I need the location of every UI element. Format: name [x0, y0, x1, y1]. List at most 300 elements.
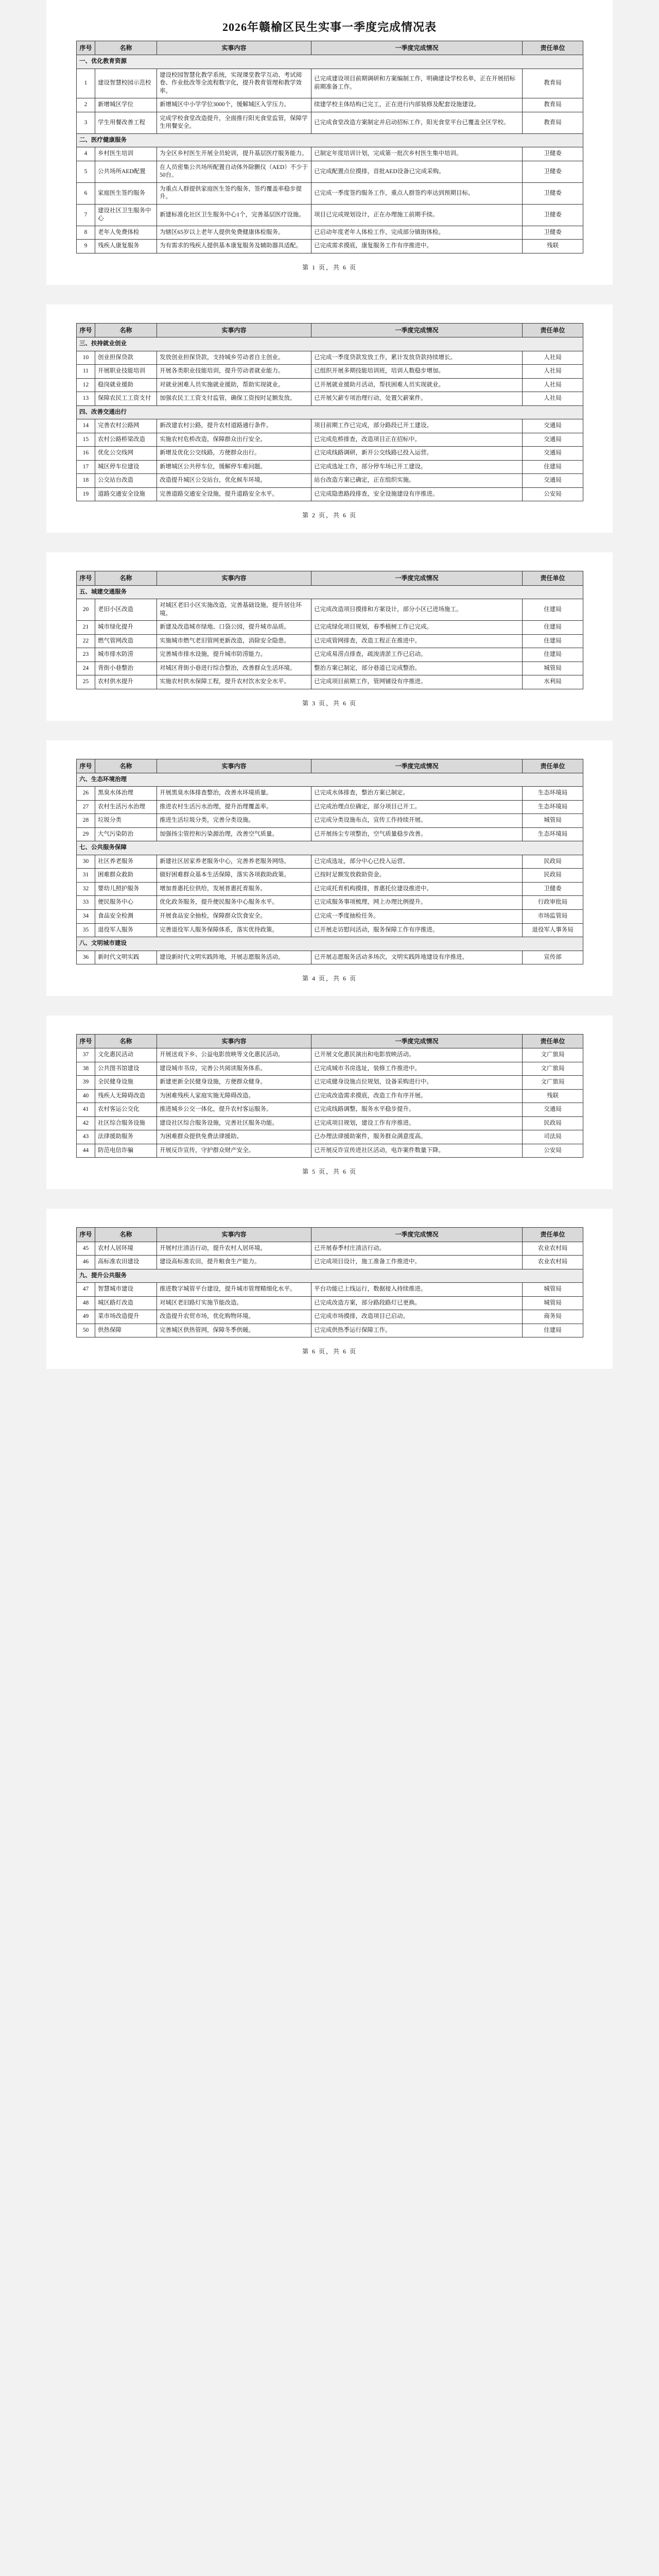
item-content: 开展黑臭水体排查整治，改善水环境质量。: [157, 787, 311, 801]
table-row: [77, 800, 583, 814]
item-progress: 已完成项目规划，建设工作有序推进。: [311, 1116, 523, 1130]
responsible-unit: 卫健委: [523, 882, 583, 896]
progress-table: [76, 759, 583, 964]
table-row: [77, 1324, 583, 1337]
item-content: 新增城区中小学学位3000个，缓解城区入学压力。: [157, 98, 311, 112]
item-name: 社区养老服务: [95, 855, 157, 869]
responsible-unit: 住建局: [523, 634, 583, 648]
item-progress: 已制定年度培训计划，完成第一批次乡村医生集中培训。: [311, 147, 523, 161]
page-footer: 第 2 页，共 6 页: [302, 512, 357, 519]
responsible-unit: 卫健委: [523, 226, 583, 240]
table-row: [77, 1089, 583, 1103]
table-header-row: [77, 571, 583, 585]
responsible-unit: 宣传部: [523, 951, 583, 964]
row-number: 10: [77, 351, 95, 365]
table-row: [77, 378, 583, 392]
responsible-unit: 文广旅局: [523, 1062, 583, 1076]
item-name: 垃圾分类: [95, 814, 157, 828]
section-heading: 一、优化教育资源: [77, 55, 583, 69]
table-row: [77, 112, 583, 133]
column-header: 名称: [95, 571, 157, 585]
item-content: 建设校园智慧化教学系统，实现课堂教学互动、考试阅卷、作业批改等全流程数字化，提升教育管理和教学效率。: [157, 69, 311, 98]
document-title: 2026年赣榆区民生实事一季度完成情况表: [222, 21, 437, 33]
item-content: 实施城市燃气老旧管网更新改造，消除安全隐患。: [157, 634, 311, 648]
row-number: 47: [77, 1283, 95, 1297]
row-number: 49: [77, 1310, 95, 1324]
responsible-unit: 交通局: [523, 447, 583, 461]
table-row: [77, 433, 583, 447]
table-row: [77, 1103, 583, 1117]
column-header: 责任单位: [523, 1035, 583, 1048]
table-row: [77, 204, 583, 226]
section-row: [77, 1269, 583, 1283]
row-number: 16: [77, 447, 95, 461]
column-header: 实事内容: [157, 323, 311, 337]
column-header: 序号: [77, 759, 95, 773]
item-name: 全民健身设施: [95, 1076, 157, 1090]
item-progress: 已完成服务事项梳理，网上办理比例提升。: [311, 896, 523, 910]
row-number: 34: [77, 909, 95, 923]
row-number: 23: [77, 648, 95, 662]
item-name: 农村人居环境: [95, 1242, 157, 1256]
item-content: 为有需求的残疾人提供基本康复服务及辅助器具适配。: [157, 240, 311, 253]
item-content: 新建标准化社区卫生服务中心1个，完善基层医疗设施。: [157, 204, 311, 226]
row-number: 38: [77, 1062, 95, 1076]
column-header: 责任单位: [523, 41, 583, 55]
item-content: 开展食品安全抽检，保障群众饮食安全。: [157, 909, 311, 923]
item-name: 老年人免费体检: [95, 226, 157, 240]
item-progress: 已完成改造需求摸底，改造工作有序开展。: [311, 1089, 523, 1103]
table-row: [77, 1256, 583, 1269]
responsible-unit: 卫健委: [523, 147, 583, 161]
responsible-unit: 民政局: [523, 1116, 583, 1130]
table-row: [77, 240, 583, 253]
page-footer: 第 1 页，共 6 页: [302, 263, 357, 271]
progress-table: [76, 323, 583, 501]
row-number: 18: [77, 474, 95, 488]
responsible-unit: 住建局: [523, 1324, 583, 1337]
responsible-unit: 教育局: [523, 112, 583, 133]
item-progress: 整治方案已制定，部分巷道已完成整治。: [311, 662, 523, 675]
item-name: 食品安全检测: [95, 909, 157, 923]
row-number: 5: [77, 161, 95, 182]
item-content: 完善退役军人服务保障体系，落实优待政策。: [157, 923, 311, 937]
page-footer: 第 4 页，共 6 页: [302, 975, 357, 982]
page-footer: 第 3 页，共 6 页: [302, 699, 357, 707]
responsible-unit: 行政审批局: [523, 896, 583, 910]
item-progress: 已完成托育机构摸排，普惠托位建设推进中。: [311, 882, 523, 896]
item-name: 开展职业技能培训: [95, 365, 157, 379]
item-progress: 已完成线路调研，新开公交线路已投入运营。: [311, 447, 523, 461]
item-progress: 已完成食堂改造方案制定并启动招标工作，阳光食堂平台已覆盖全区学校。: [311, 112, 523, 133]
row-number: 19: [77, 487, 95, 501]
item-name: 公共场所AED配置: [95, 161, 157, 182]
item-progress: 已办理法律援助案件，服务群众满意度高。: [311, 1130, 523, 1144]
item-content: 对城区老旧路灯实施节能改造。: [157, 1296, 311, 1310]
section-row: [77, 55, 583, 69]
table-row: [77, 1116, 583, 1130]
item-name: 乡村医生培训: [95, 147, 157, 161]
column-header: 名称: [95, 1035, 157, 1048]
responsible-unit: 司法局: [523, 1130, 583, 1144]
column-header: 序号: [77, 1228, 95, 1242]
column-header: 名称: [95, 759, 157, 773]
responsible-unit: 民政局: [523, 869, 583, 883]
item-name: 公交站台改造: [95, 474, 157, 488]
responsible-unit: 住建局: [523, 621, 583, 635]
item-progress: 已启动年度老年人体检工作，完成部分镇街体检。: [311, 226, 523, 240]
item-content: 推进农村生活污水治理，提升治理覆盖率。: [157, 800, 311, 814]
item-name: 便民服务中心: [95, 896, 157, 910]
row-number: 24: [77, 662, 95, 675]
table-row: [77, 226, 583, 240]
table-row: [77, 447, 583, 461]
table-row: [77, 365, 583, 379]
item-progress: 已完成分类设施布点，宣传工作持续开展。: [311, 814, 523, 828]
column-header: 序号: [77, 323, 95, 337]
page-footer: 第 6 页，共 6 页: [302, 1348, 357, 1355]
row-number: 46: [77, 1256, 95, 1269]
item-name: 农村供水提升: [95, 675, 157, 689]
item-content: 开展各类职业技能培训，提升劳动者就业能力。: [157, 365, 311, 379]
table-row: [77, 351, 583, 365]
item-progress: 已开展扬尘专项整治，空气质量稳步改善。: [311, 827, 523, 841]
item-content: 完善城市排水设施，提升城市防涝能力。: [157, 648, 311, 662]
table-row: [77, 814, 583, 828]
table-row: [77, 634, 583, 648]
table-row: [77, 1242, 583, 1256]
row-number: 21: [77, 621, 95, 635]
item-progress: 已完成一季度贷款发放工作，累计发放贷款持续增长。: [311, 351, 523, 365]
responsible-unit: 教育局: [523, 69, 583, 98]
column-header: 一季度完成情况: [311, 41, 523, 55]
row-number: 28: [77, 814, 95, 828]
row-number: 11: [77, 365, 95, 379]
responsible-unit: 残联: [523, 240, 583, 253]
item-content: 建设城市书房，完善公共阅读服务体系。: [157, 1062, 311, 1076]
item-name: 城市绿化提升: [95, 621, 157, 635]
responsible-unit: 生态环境局: [523, 787, 583, 801]
section-row: [77, 937, 583, 951]
section-heading: 八、文明城市建设: [77, 937, 583, 951]
item-progress: 已完成管网排查，改造工程正在推进中。: [311, 634, 523, 648]
responsible-unit: 公安局: [523, 487, 583, 501]
item-content: 加强农民工工资支付监管，确保工资按时足额发放。: [157, 392, 311, 406]
column-header: 一季度完成情况: [311, 759, 523, 773]
responsible-unit: 住建局: [523, 599, 583, 621]
row-number: 9: [77, 240, 95, 253]
item-progress: 已完成易涝点排查，疏浚清淤工作已启动。: [311, 648, 523, 662]
table-row: [77, 182, 583, 204]
item-content: 新建更新全民健身设施，方便群众健身。: [157, 1076, 311, 1090]
row-number: 6: [77, 182, 95, 204]
item-name: 退役军人服务: [95, 923, 157, 937]
row-number: 31: [77, 869, 95, 883]
responsible-unit: 残联: [523, 1089, 583, 1103]
item-name: 黑臭水体治理: [95, 787, 157, 801]
item-progress: 已完成供热季运行保障工作。: [311, 1324, 523, 1337]
item-name: 完善农村公路网: [95, 419, 157, 433]
item-content: 建设社区综合服务设施，完善社区服务功能。: [157, 1116, 311, 1130]
item-name: 菜市场改造提升: [95, 1310, 157, 1324]
responsible-unit: 商务局: [523, 1310, 583, 1324]
row-number: 22: [77, 634, 95, 648]
document-page: [46, 1015, 613, 1189]
item-name: 文化惠民活动: [95, 1048, 157, 1062]
item-name: 建设社区卫生服务中心: [95, 204, 157, 226]
table-row: [77, 923, 583, 937]
table-row: [77, 1076, 583, 1090]
item-content: 对城区老旧小区实施改造，完善基础设施，提升居住环境。: [157, 599, 311, 621]
column-header: 实事内容: [157, 759, 311, 773]
item-name: 婴幼儿照护服务: [95, 882, 157, 896]
table-row: [77, 69, 583, 98]
item-progress: 已开展欠薪专项治理行动，处置欠薪案件。: [311, 392, 523, 406]
section-row: [77, 773, 583, 787]
item-progress: 站台改造方案已确定，正在组织实施。: [311, 474, 523, 488]
item-content: 为全区乡村医生开展全员轮训，提升基层医疗服务能力。: [157, 147, 311, 161]
section-heading: 四、改善交通出行: [77, 405, 583, 419]
item-content: 完善城区供热管网，保障冬季供暖。: [157, 1324, 311, 1337]
item-content: 开展反诈宣传，守护群众财产安全。: [157, 1144, 311, 1158]
table-row: [77, 1048, 583, 1062]
table-header-row: [77, 41, 583, 55]
item-content: 新增及优化公交线路，方便群众出行。: [157, 447, 311, 461]
item-content: 新改建农村公路，提升农村道路通行条件。: [157, 419, 311, 433]
table-row: [77, 1310, 583, 1324]
responsible-unit: 交通局: [523, 419, 583, 433]
item-progress: 已开展春季村庄清洁行动。: [311, 1242, 523, 1256]
responsible-unit: 住建局: [523, 648, 583, 662]
responsible-unit: 城管局: [523, 1296, 583, 1310]
item-name: 农村生活污水治理: [95, 800, 157, 814]
item-name: 高标准农田建设: [95, 1256, 157, 1269]
column-header: 名称: [95, 41, 157, 55]
item-content: 增加普惠托位供给，发展普惠托育服务。: [157, 882, 311, 896]
item-progress: 已完成选址，部分中心已投入运营。: [311, 855, 523, 869]
item-name: 公共图书馆建设: [95, 1062, 157, 1076]
column-header: 实事内容: [157, 1035, 311, 1048]
responsible-unit: 人社局: [523, 351, 583, 365]
row-number: 15: [77, 433, 95, 447]
responsible-unit: 农业农村局: [523, 1256, 583, 1269]
item-progress: 平台功能已上线运行，数据接入持续推进。: [311, 1283, 523, 1297]
document-page: [46, 0, 613, 285]
row-number: 45: [77, 1242, 95, 1256]
item-progress: 已完成市场摸排，改造项目已启动。: [311, 1310, 523, 1324]
table-header-row: [77, 1228, 583, 1242]
table-row: [77, 621, 583, 635]
responsible-unit: 农业农村局: [523, 1242, 583, 1256]
table-row: [77, 787, 583, 801]
item-name: 城区停车位建设: [95, 460, 157, 474]
item-progress: 已开展志愿服务活动多场次，文明实践阵地建设有序推进。: [311, 951, 523, 964]
responsible-unit: 人社局: [523, 365, 583, 379]
item-name: 城市排水防涝: [95, 648, 157, 662]
item-content: 推进数字城管平台建设，提升城市管理精细化水平。: [157, 1283, 311, 1297]
column-header: 名称: [95, 1228, 157, 1242]
column-header: 实事内容: [157, 571, 311, 585]
item-progress: 已完成线路调整，服务水平稳步提升。: [311, 1103, 523, 1117]
item-content: 为重点人群提供家庭医生签约服务，签约覆盖率稳步提升。: [157, 182, 311, 204]
item-content: 新建社区居家养老服务中心，完善养老服务网络。: [157, 855, 311, 869]
row-number: 44: [77, 1144, 95, 1158]
row-number: 29: [77, 827, 95, 841]
item-progress: 已完成改造方案，部分路段路灯已更换。: [311, 1296, 523, 1310]
item-progress: 已完成项目前期工作，管网铺设有序推进。: [311, 675, 523, 689]
page-footer: 第 5 页，共 6 页: [302, 1168, 357, 1176]
item-content: 做好困难群众基本生活保障，落实各项救助政策。: [157, 869, 311, 883]
section-row: [77, 133, 583, 147]
responsible-unit: 生态环境局: [523, 827, 583, 841]
item-name: 大气污染防治: [95, 827, 157, 841]
row-number: 14: [77, 419, 95, 433]
document-page: [46, 1209, 613, 1369]
responsible-unit: 交通局: [523, 474, 583, 488]
row-number: 48: [77, 1296, 95, 1310]
responsible-unit: 城管局: [523, 662, 583, 675]
table-row: [77, 827, 583, 841]
responsible-unit: 文广旅局: [523, 1076, 583, 1090]
item-content: 对就业困难人员实施就业援助，帮助实现就业。: [157, 378, 311, 392]
item-content: 实施农村供水保障工程，提升农村饮水安全水平。: [157, 675, 311, 689]
responsible-unit: 教育局: [523, 98, 583, 112]
item-progress: 已组织开展多期技能培训班，培训人数稳步增加。: [311, 365, 523, 379]
table-row: [77, 161, 583, 182]
item-progress: 已完成健身设施点位规划，设备采购进行中。: [311, 1076, 523, 1090]
item-content: 推进生活垃圾分类，完善分类设施。: [157, 814, 311, 828]
table-row: [77, 896, 583, 910]
section-heading: 三、扶持就业创业: [77, 337, 583, 351]
item-progress: 已开展反诈宣传进社区活动，电诈案件数量下降。: [311, 1144, 523, 1158]
item-content: 加强扬尘管控和污染源治理，改善空气质量。: [157, 827, 311, 841]
column-header: 序号: [77, 571, 95, 585]
section-heading: 九、提升公共服务: [77, 1269, 583, 1283]
row-number: 35: [77, 923, 95, 937]
row-number: 50: [77, 1324, 95, 1337]
item-content: 优化政务服务，提升便民服务中心服务水平。: [157, 896, 311, 910]
item-progress: 已完成建设项目前期调研和方案编制工作，明确建设学校名单，正在开展招标前期准备工作。: [311, 69, 523, 98]
item-name: 家庭医生签约服务: [95, 182, 157, 204]
section-heading: 五、城建交通服务: [77, 585, 583, 599]
item-content: 改造提升城区公交站台，优化候车环境。: [157, 474, 311, 488]
item-progress: 已完成配置点位摸排，首批AED设备已完成采购。: [311, 161, 523, 182]
row-number: 7: [77, 204, 95, 226]
column-header: 责任单位: [523, 323, 583, 337]
item-content: 推进城乡公交一体化，提升农村客运服务。: [157, 1103, 311, 1117]
responsible-unit: 文广旅局: [523, 1048, 583, 1062]
item-name: 农村公路桥梁改造: [95, 433, 157, 447]
item-progress: 已完成隐患路段排查，安全设施建设有序推进。: [311, 487, 523, 501]
section-row: [77, 841, 583, 855]
responsible-unit: 卫健委: [523, 204, 583, 226]
responsible-unit: 公安局: [523, 1144, 583, 1158]
item-progress: 已完成改造项目摸排和方案设计，部分小区已进场施工。: [311, 599, 523, 621]
item-progress: 已完成项目设计，施工准备工作推进中。: [311, 1256, 523, 1269]
item-content: 建设高标准农田，提升粮食生产能力。: [157, 1256, 311, 1269]
column-header: 序号: [77, 1035, 95, 1048]
item-progress: 已完成需求摸底，康复服务工作有序推进中。: [311, 240, 523, 253]
section-row: [77, 337, 583, 351]
item-progress: 项目前期工作已完成，部分路段已开工建设。: [311, 419, 523, 433]
item-name: 新时代文明实践: [95, 951, 157, 964]
item-progress: 已完成一季度签约服务工作，重点人群签约率达到预期目标。: [311, 182, 523, 204]
row-number: 30: [77, 855, 95, 869]
table-header-row: [77, 759, 583, 773]
row-number: 20: [77, 599, 95, 621]
item-name: 保障农民工工资支付: [95, 392, 157, 406]
table-row: [77, 855, 583, 869]
row-number: 40: [77, 1089, 95, 1103]
table-row: [77, 909, 583, 923]
table-row: [77, 675, 583, 689]
item-name: 燃气管网改造: [95, 634, 157, 648]
item-name: 城区路灯改造: [95, 1296, 157, 1310]
responsible-unit: 退役军人事务局: [523, 923, 583, 937]
item-name: 社区综合服务设施: [95, 1116, 157, 1130]
item-name: 优化公交线网: [95, 447, 157, 461]
column-header: 责任单位: [523, 759, 583, 773]
table-row: [77, 599, 583, 621]
responsible-unit: 城管局: [523, 814, 583, 828]
row-number: 4: [77, 147, 95, 161]
table-row: [77, 1130, 583, 1144]
item-progress: 已开展文化惠民演出和电影放映活动。: [311, 1048, 523, 1062]
responsible-unit: 住建局: [523, 460, 583, 474]
document-page: [46, 304, 613, 533]
table-row: [77, 1296, 583, 1310]
row-number: 39: [77, 1076, 95, 1090]
progress-table: [76, 1034, 583, 1158]
table-row: [77, 648, 583, 662]
responsible-unit: 交通局: [523, 433, 583, 447]
document-page: [46, 552, 613, 720]
responsible-unit: 人社局: [523, 378, 583, 392]
item-content: 完成学校食堂改造提升，全面推行阳光食堂监管，保障学生用餐安全。: [157, 112, 311, 133]
table-row: [77, 951, 583, 964]
item-progress: 已完成绿化项目规划，春季植树工作已完成。: [311, 621, 523, 635]
responsible-unit: 人社局: [523, 392, 583, 406]
item-content: 发放创业担保贷款，支持城乡劳动者自主创业。: [157, 351, 311, 365]
item-content: 完善道路交通安全设施，提升道路安全水平。: [157, 487, 311, 501]
item-content: 为困难残疾人家庭实施无障碍改造。: [157, 1089, 311, 1103]
table-row: [77, 474, 583, 488]
row-number: 26: [77, 787, 95, 801]
section-row: [77, 585, 583, 599]
item-progress: 已按时足额发放救助资金。: [311, 869, 523, 883]
responsible-unit: 城管局: [523, 1283, 583, 1297]
table-row: [77, 419, 583, 433]
item-name: 老旧小区改造: [95, 599, 157, 621]
column-header: 一季度完成情况: [311, 1228, 523, 1242]
table-header-row: [77, 323, 583, 337]
table-row: [77, 1062, 583, 1076]
item-progress: 已完成危桥排查，改造项目正在招标中。: [311, 433, 523, 447]
item-name: 创业担保贷款: [95, 351, 157, 365]
item-content: 为困难群众提供免费法律援助。: [157, 1130, 311, 1144]
row-number: 2: [77, 98, 95, 112]
row-number: 8: [77, 226, 95, 240]
item-content: 实施农村危桥改造，保障群众出行安全。: [157, 433, 311, 447]
item-progress: 已完成选址工作，部分停车场已开工建设。: [311, 460, 523, 474]
item-name: 学生用餐改善工程: [95, 112, 157, 133]
table-row: [77, 392, 583, 406]
table-row: [77, 662, 583, 675]
table-row: [77, 882, 583, 896]
column-header: 一季度完成情况: [311, 323, 523, 337]
item-progress: 已完成城市书房选址，装修工作推进中。: [311, 1062, 523, 1076]
responsible-unit: 卫健委: [523, 161, 583, 182]
